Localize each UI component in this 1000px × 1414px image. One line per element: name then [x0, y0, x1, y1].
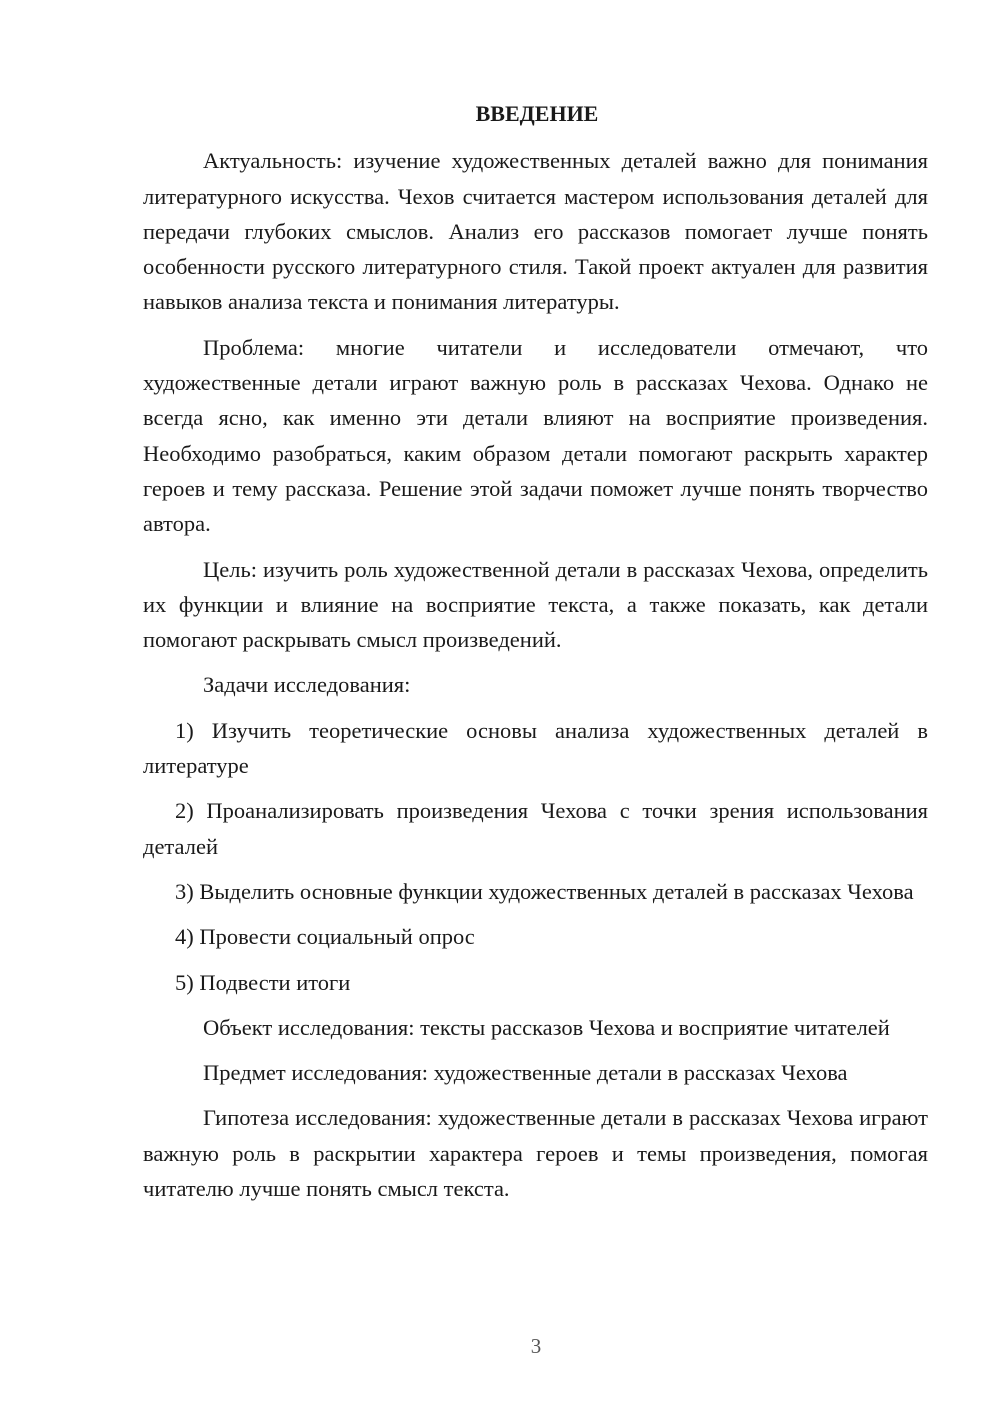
section-heading: ВВЕДЕНИЕ	[475, 101, 599, 126]
task-item: 5) Подвести итоги	[175, 969, 351, 995]
task-item: 2) Проанализировать произведения Чехова с точки зрения использования деталей	[143, 798, 928, 859]
task-item: 1) Изучить теоретические основы анализа художественных деталей в литературе	[143, 717, 928, 779]
goal-paragraph: Цель: изучить роль художественной детали в рассказах Чехова, определить их функции и влияние на восприятие текста, а также показать, как детали помогают раскрывать смысл произведений.	[143, 556, 928, 653]
object-paragraph: Объект исследования: тексты рассказов Чехова и восприятие читателей	[203, 1014, 890, 1040]
task-item: 4) Провести социальный опрос	[175, 924, 475, 950]
hypothesis-paragraph: Гипотеза исследования: художественные детали в рассказах Чехова играют важную роль в раскрытии характера героев и темы произведения, помогая читателю лучше понять смысл текста.	[143, 1105, 928, 1202]
document-body	[143, 96, 928, 1216]
problem-paragraph: Проблема: многие читатели и исследователи отмечают, что художественные детали играют важную роль в рассказах Чехова. Однако не всегда ясно, как именно эти детали влияют на восприятие произведения. Необходимо разобраться, каким образом детали помогают раскрыть характер героев и тему рассказа. Решение этой задачи поможет лучше понять творчество автора.	[143, 334, 928, 537]
relevance-paragraph: Актуальность: изучение художественных деталей важно для понимания литературного искусства. Чехов считается мастером использования деталей для передачи глубоких смыслов. Анализ его рассказов помогает лучше понять особенности русского литературного стиля. Такой проект актуален для развития навыков анализа текста и понимания литературы.	[143, 148, 928, 315]
subject-paragraph: Предмет исследования: художественные детали в рассказах Чехова	[203, 1060, 848, 1086]
task-item: 3) Выделить основные функции художественных деталей в рассказах Чехова	[175, 878, 914, 904]
tasks-list	[143, 713, 928, 1000]
page-number: 3	[530, 1334, 542, 1358]
tasks-heading: Задачи исследования:	[203, 672, 411, 698]
